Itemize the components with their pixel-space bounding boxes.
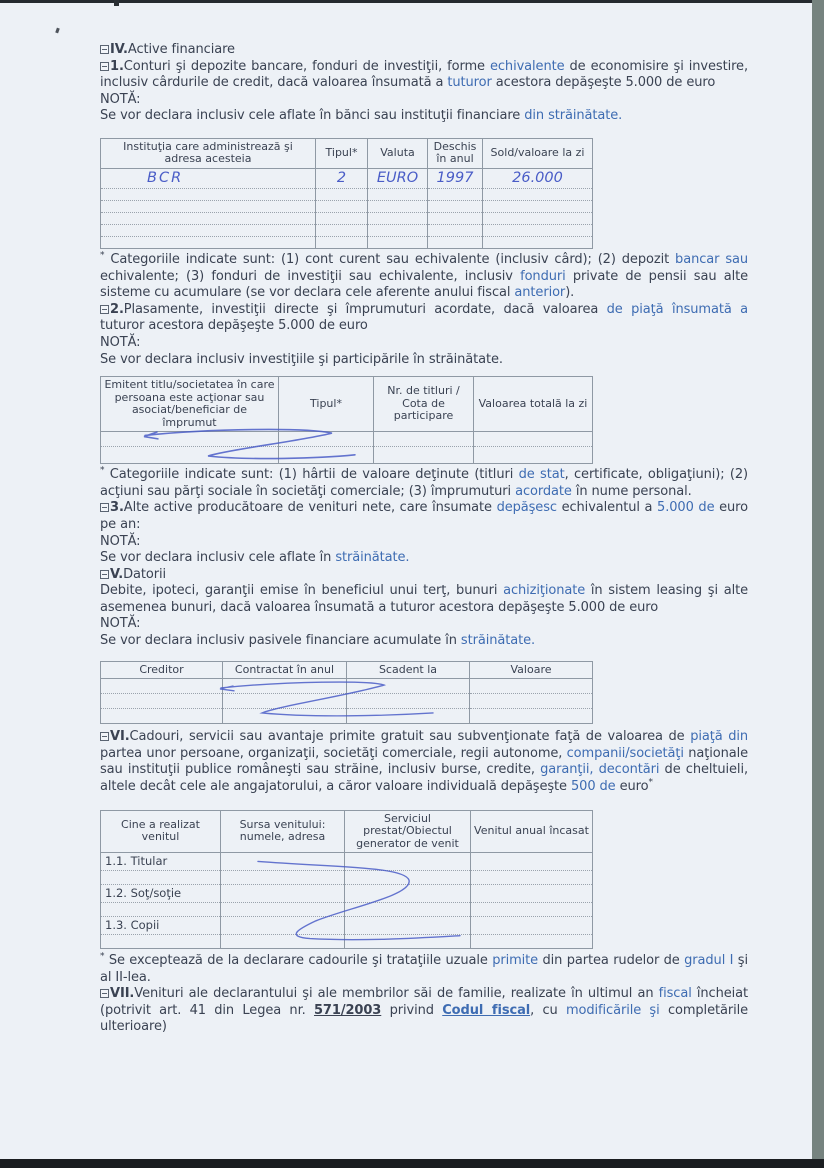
empty-cell (345, 903, 471, 917)
column-header: Cine a realizat venitul (101, 810, 221, 853)
empty-cell (345, 917, 471, 935)
text-run: echivalente; (3) fonduri de investiţii sau echivalente, inclusiv (100, 268, 521, 284)
datorii-table (100, 661, 594, 725)
empty-cell (470, 679, 593, 694)
text-run: Se vor declara inclusiv cele aflate în bănci sau instituţii financiare (100, 108, 525, 124)
column-header: Venitul anual încasat (471, 810, 593, 853)
empty-cell (374, 447, 474, 464)
column-header: Deschis în anul (428, 138, 483, 168)
handwritten-entry: EURO (368, 168, 428, 188)
collapse-minus-icon (100, 570, 109, 579)
text-run: Venituri ale declarantului şi ale membrilor săi de familie, realizate în ultimul an (134, 986, 659, 1002)
text-run: de economisire şi investire, inclusiv cârdurile de credit, dacă valoarea însumată a (100, 58, 748, 91)
text-run: 1. (110, 58, 124, 74)
text-run: 2. (110, 301, 124, 317)
column-header: Scadent la (347, 661, 470, 679)
text-run: din partea rudelor de (538, 953, 685, 969)
text-run: de cheltuieli, altele decât cele ale angajatorului, a căror valoare individuală depăşeşte (100, 762, 748, 794)
text-run: 571/2003 (313, 1002, 382, 1018)
text-run: acestora depăşeşte 5.000 de euro (491, 75, 716, 91)
text-run: fiscal (658, 986, 692, 1002)
section-iv-1-text (100, 59, 748, 92)
empty-cell (428, 212, 483, 224)
text-run: şi al II-lea. (100, 953, 748, 985)
text-run: echivalente (489, 58, 565, 74)
empty-cell (316, 236, 368, 248)
datorii-grid (100, 661, 593, 725)
handwritten-entry: 2 (316, 168, 368, 188)
column-header: Tipul* (316, 138, 368, 168)
collapse-minus-icon (100, 989, 109, 998)
footnote-exceptare-cadouri (100, 953, 748, 986)
empty-cell (101, 709, 223, 724)
column-header: Valoarea totală la zi (474, 377, 593, 432)
empty-cell (101, 903, 221, 917)
empty-cell (221, 871, 345, 885)
text-run: 500 de (570, 778, 616, 794)
text-run: * (100, 250, 105, 261)
collapse-minus-icon (100, 62, 109, 71)
empty-cell (221, 903, 345, 917)
empty-cell (101, 200, 316, 212)
empty-cell (101, 212, 316, 224)
empty-cell (471, 935, 593, 949)
empty-cell (221, 885, 345, 903)
empty-cell (428, 200, 483, 212)
text-run: euro pe an: (100, 500, 748, 532)
text-run: Conturi şi depozite bancare, fonduri de investiţii, forme (123, 58, 490, 74)
collapse-minus-icon (100, 45, 109, 54)
footnote-categorii-plasamente (100, 467, 748, 500)
text-run: Active financiare (127, 42, 235, 57)
empty-cell (368, 200, 428, 212)
section-v-text (100, 583, 748, 616)
text-run: Codul fiscal (442, 1002, 531, 1018)
text-run: în nume personal. (571, 483, 692, 499)
text-run: gradul I (684, 953, 734, 969)
text-run: NOTĂ: (100, 616, 141, 632)
empty-cell (428, 188, 483, 200)
section-iv-2-text (100, 302, 748, 335)
empty-cell (347, 679, 470, 694)
empty-cell (101, 447, 279, 464)
text-run: Se vor declara inclusiv pasivele financiare acumulate în (100, 633, 461, 649)
empty-cell (347, 709, 470, 724)
text-run: ). (565, 285, 575, 301)
text-run: în sistem leasing şi alte asemenea bunuri, dacă valoarea însumată a tuturor acestora depăşeşte 5.000 de euro (100, 583, 748, 615)
scan-edge-right (812, 0, 824, 1168)
empty-cell (347, 694, 470, 709)
scan-notch (114, 0, 119, 6)
row-label: 1.2. Soţ/soţie (101, 885, 221, 903)
empty-cell (368, 212, 428, 224)
text-run: Plasamente, investiţii directe şi împrumuturi acordate, dacă valoarea (123, 301, 607, 317)
nota-text-3 (100, 550, 748, 567)
empty-cell (474, 447, 593, 464)
text-run: Se exceptează de la declarare cadourile şi trataţiile uzuale (104, 953, 493, 969)
nota-label-3 (100, 534, 748, 551)
text-run: depăşesc (496, 500, 557, 516)
column-header: Creditor (101, 661, 223, 679)
nota-label-4 (100, 616, 748, 633)
text-run: partea unor persoane, organizaţii, societăţi comerciale, regii autonome, (100, 745, 567, 761)
text-run: privind (381, 1002, 443, 1018)
text-run: piaţă din (690, 729, 749, 745)
column-header: Tipul* (279, 377, 374, 432)
text-run: Categoriile indicate sunt: (1) hârtii de valoare deţinute (titluri (104, 467, 519, 483)
empty-cell (428, 224, 483, 236)
empty-cell (221, 935, 345, 949)
column-header: Sold/valoare la zi (483, 138, 593, 168)
conturi-depozite-table (100, 138, 594, 249)
scan-speck (55, 28, 60, 34)
empty-cell (101, 679, 223, 694)
empty-cell (483, 224, 593, 236)
text-run: VII. (110, 986, 135, 1002)
text-run: de piaţă însumată a (606, 301, 748, 317)
empty-cell (223, 709, 347, 724)
text-run: completările ulterioare) (100, 1002, 748, 1035)
text-run: străinătate. (460, 633, 536, 649)
text-run: achiziţionate (503, 583, 586, 599)
empty-cell (471, 903, 593, 917)
text-run: 5.000 de (657, 500, 715, 516)
text-run: 3. (110, 500, 124, 516)
empty-cell (345, 885, 471, 903)
section-vi-text (100, 729, 748, 795)
empty-cell (101, 188, 316, 200)
empty-cell (101, 871, 221, 885)
empty-cell (474, 432, 593, 447)
empty-cell (345, 853, 471, 871)
empty-cell (223, 679, 347, 694)
text-run: de stat (518, 467, 565, 483)
collapse-minus-icon (100, 503, 109, 512)
empty-cell (483, 212, 593, 224)
text-run: străinătate. (335, 550, 410, 566)
nota-label-1 (100, 92, 748, 109)
empty-cell (345, 871, 471, 885)
empty-cell (316, 212, 368, 224)
text-run: Alte active producătoare de venituri nete, care însumate (123, 500, 497, 516)
empty-cell (483, 200, 593, 212)
text-run: * (648, 777, 653, 788)
empty-cell (101, 224, 316, 236)
column-header: Sursa venitului: numele, adresa (221, 810, 345, 853)
text-run: * (100, 951, 105, 962)
text-run: Cadouri, servicii sau avantaje primite gratuit sau subvenţionate faţă de valoarea de (129, 729, 691, 745)
text-run: tuturor acestora depăşeşte 5.000 de euro (100, 318, 368, 334)
column-header: Instituţia care administrează şi adresa acesteia (101, 138, 316, 168)
conturi-grid (100, 138, 593, 249)
empty-cell (374, 432, 474, 447)
empty-cell (428, 236, 483, 248)
empty-cell (471, 917, 593, 935)
nota-text-2 (100, 352, 748, 369)
text-run: , certificate, obligaţiuni); (2) acţiuni sau părţi sociale în societăţi comerciale; (3) împrumuturi (100, 467, 748, 499)
section-v-heading (100, 567, 748, 584)
text-run: modificările şi (565, 1002, 660, 1018)
section-vii-text (100, 986, 748, 1036)
column-header: Valuta (368, 138, 428, 168)
plasamente-table (100, 376, 594, 464)
text-run: încheiat (potrivit art. 41 din Legea nr. (100, 986, 748, 1018)
empty-cell (368, 188, 428, 200)
text-run: V. (110, 566, 124, 582)
text-run: VI. (110, 729, 130, 745)
column-header: Contractat în anul (223, 661, 347, 679)
collapse-minus-icon (100, 732, 109, 741)
empty-cell (471, 885, 593, 903)
text-run: Datorii (123, 566, 167, 582)
handwritten-entry: 26.000 (483, 168, 593, 188)
empty-cell (101, 694, 223, 709)
footnote-categorii-conturi (100, 252, 748, 302)
text-run: tuturor (447, 75, 492, 91)
empty-cell (345, 935, 471, 949)
text-run: Debite, ipoteci, garanţii emise în beneficiul unui terţ, bunuri (100, 583, 504, 599)
text-run: naţionale sau instituţii publice româneşti sau străine, inclusiv burse, credite, (100, 745, 748, 778)
empty-cell (221, 853, 345, 871)
collapse-minus-icon (100, 305, 109, 314)
text-run: NOTĂ: (100, 334, 141, 350)
empty-cell (316, 188, 368, 200)
empty-cell (483, 236, 593, 248)
scan-edge-bottom (0, 1159, 824, 1168)
cadouri-venituri-table (100, 810, 594, 950)
row-label: 1.3. Copii (101, 917, 221, 935)
text-run: IV. (110, 42, 128, 57)
text-run: din străinătate. (524, 108, 623, 124)
empty-cell (483, 188, 593, 200)
section-iv-3-text (100, 500, 748, 533)
text-run: bancar sau (675, 251, 749, 267)
empty-cell (471, 871, 593, 885)
column-header: Nr. de titluri / Cota de participare (374, 377, 474, 432)
text-run: Categoriile indicate sunt: (1) cont curent sau echivalente (inclusiv cârd); (2) depozit (104, 251, 676, 267)
text-run: companii/societăţi (566, 745, 684, 761)
empty-cell (368, 236, 428, 248)
nota-text-1 (100, 108, 748, 125)
nota-text-4 (100, 633, 748, 650)
column-header: Valoare (470, 661, 593, 679)
empty-cell (101, 432, 279, 447)
empty-cell (221, 917, 345, 935)
empty-cell (279, 432, 374, 447)
scan-edge-top (0, 0, 824, 3)
text-run: anterior (514, 285, 566, 301)
document-content (100, 42, 748, 1036)
empty-cell (279, 447, 374, 464)
text-run: , cu (530, 1002, 566, 1018)
text-run: NOTĂ: (100, 91, 141, 107)
text-run: Se vor declara inclusiv investiţiile şi participările în străinătate. (100, 351, 503, 367)
text-run: primite (492, 953, 539, 969)
text-run: * (100, 465, 105, 476)
text-run: echivalentul a (556, 500, 658, 516)
text-run: Se vor declara inclusiv cele aflate în (100, 550, 336, 566)
empty-cell (223, 694, 347, 709)
cadouri-grid (100, 810, 593, 950)
handwritten-entry: 1997 (428, 168, 483, 188)
nota-label-2 (100, 335, 748, 352)
text-run: fonduri (520, 268, 566, 284)
empty-cell (101, 935, 221, 949)
empty-cell (471, 853, 593, 871)
row-label: 1.1. Titular (101, 853, 221, 871)
column-header: Emitent titlu/societatea în care persoana este acţionar sau asociat/beneficiar de împrumut (101, 377, 279, 432)
handwritten-entry: BCR (101, 168, 316, 188)
empty-cell (470, 709, 593, 724)
section-iv-heading (100, 42, 748, 59)
text-run: NOTĂ: (100, 533, 141, 549)
plasamente-grid (100, 376, 593, 464)
empty-cell (316, 200, 368, 212)
empty-cell (470, 694, 593, 709)
text-run: garanţii, decontări (540, 762, 660, 778)
empty-cell (368, 224, 428, 236)
empty-cell (101, 236, 316, 248)
empty-cell (316, 224, 368, 236)
text-run: acordate (515, 483, 572, 499)
text-run: private de pensii sau alte sisteme cu acumulare (se vor declara cele aferente anului fiscal (100, 268, 748, 301)
text-run: euro (615, 778, 649, 794)
column-header: Serviciul prestat/Obiectul generator de venit (345, 810, 471, 853)
